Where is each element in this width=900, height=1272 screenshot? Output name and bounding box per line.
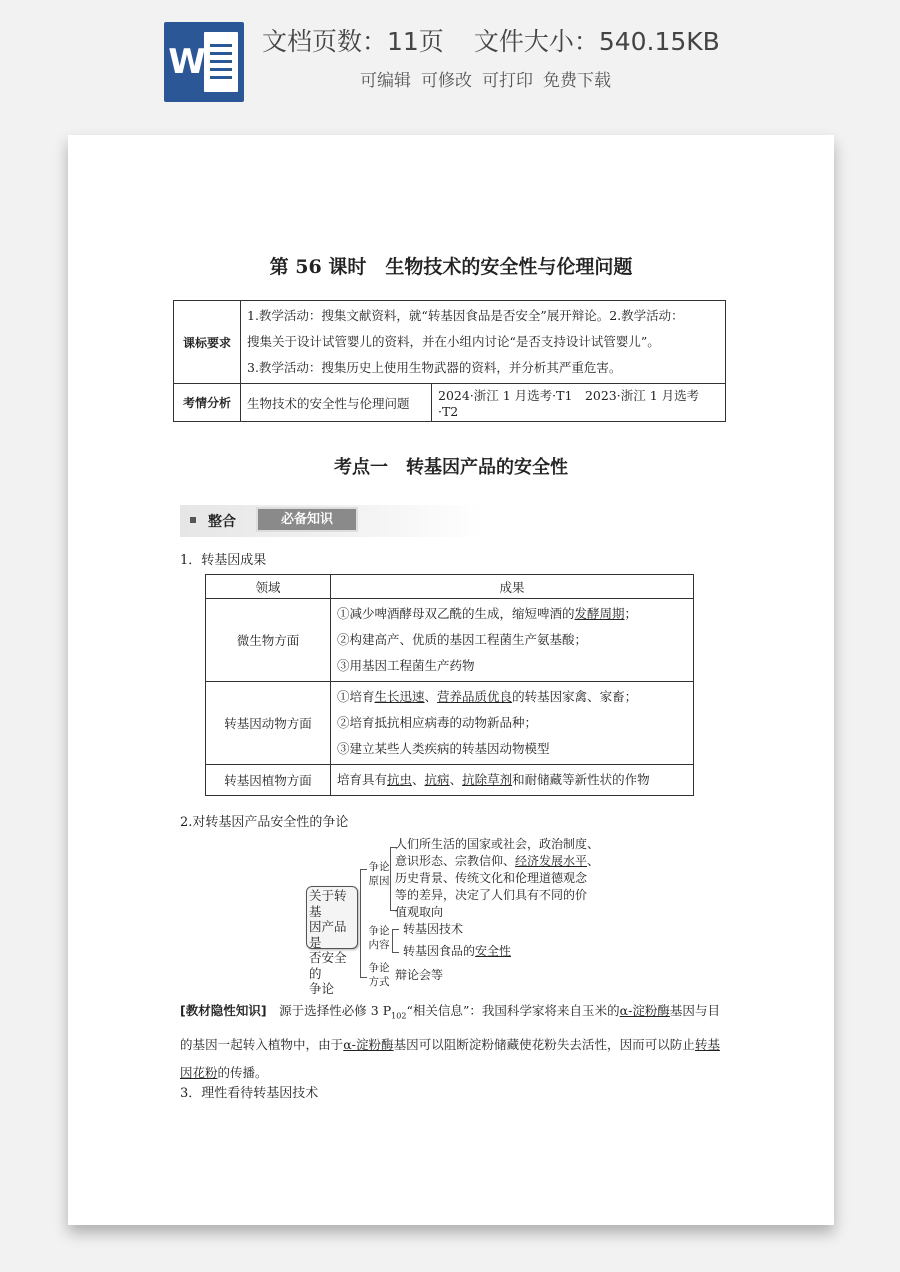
analysis-topic: 生物技术的安全性与伦理问题 bbox=[241, 384, 432, 422]
page-count: 文档页数：11页 bbox=[262, 27, 444, 56]
mindmap-root: 关于转基 因产品是 否安全的 争论 bbox=[306, 886, 358, 949]
branch-reason-text: 人们所生活的国家或社会，政治制度、 意识形态、宗教信仰、经济发展水平、 历史背景、传统文化和伦理道德观念 等的差异，决定了人们具有不同的价 值观取向 bbox=[395, 837, 600, 919]
branch-content-item1: 转基因技术 bbox=[403, 922, 464, 936]
feature-editable: 可编辑 bbox=[360, 71, 411, 91]
textbook-note: [教材隐性知识] 源于选择性必修 3 $P_{102}“$相关信息”：我国科学家将来自玉米的α-淀粉酶基因与目的基因一起转入植物中，由于α-淀粉酶基因可以阻断淀粉储藏使花粉失去活性，因而可以防止转基因花粉的传播。 bbox=[180, 1003, 720, 1080]
req-label: 课标要求 bbox=[174, 301, 241, 384]
branch-method-label: 争论 方式 bbox=[368, 962, 390, 988]
heading-rational-view: 3．理性看待转基因技术 bbox=[180, 1086, 319, 1101]
section-tag bbox=[180, 505, 485, 537]
feature-printable: 可打印 bbox=[482, 71, 533, 91]
download-banner bbox=[0, 0, 900, 115]
table-row: 转基因植物方面 培育具有抗虫、抗病、抗除草剂和耐储藏等新性状的作物 bbox=[206, 765, 694, 796]
gm-results-table bbox=[205, 574, 694, 796]
word-file-icon: W bbox=[164, 22, 244, 102]
section-title: 考点一 转基因产品的安全性 bbox=[334, 457, 568, 478]
col-header-result: 成果 bbox=[331, 575, 694, 599]
square-bullet-icon bbox=[190, 517, 196, 523]
table-row: 微生物方面 ①减少啤酒酵母双乙酰的生成，缩短啤酒的发酵周期； ②构建高产、优质的基因工程菌生产氨基酸； ③用基因工程菌生产药物 bbox=[206, 599, 694, 682]
branch-content-item2: 转基因食品的安全性 bbox=[403, 944, 512, 958]
heading-gm-results: 1．转基因成果 bbox=[180, 553, 267, 568]
file-size: 文件大小：540.15KB bbox=[473, 27, 720, 56]
branch-method-text: 辩论会等 bbox=[395, 968, 444, 982]
analysis-label: 考情分析 bbox=[174, 384, 241, 422]
table-row: 转基因动物方面 ①培育生长迅速、营养品质优良的转基因家禽、家畜； ②培育抵抗相应病毒的动物新品种； ③建立某些人类疾病的转基因动物模型 bbox=[206, 682, 694, 765]
feature-modifiable: 可修改 bbox=[421, 71, 472, 91]
analysis-exam: 2024·浙江 1 月选考·T1 2023·浙江 1 月选考·T2 bbox=[432, 384, 726, 422]
branch-reason-label: 争论 原因 bbox=[368, 861, 390, 887]
branch-content-label: 争论 内容 bbox=[368, 925, 390, 951]
curriculum-table bbox=[173, 300, 726, 422]
lesson-title: 第 56 课时 生物技术的安全性与伦理问题 bbox=[269, 256, 633, 278]
req-content: 1.教学活动：搜集文献资料，就“转基因食品是否安全”展开辩论。2.教学活动： 搜集关于设计试管婴儿的资料，并在小组内讨论“是否支持设计试管婴儿”。 3.教学活动：搜集历史上使用生物武器的资料，并分析其严重危害。 bbox=[241, 301, 726, 384]
tag-sub: 必备知识 bbox=[256, 507, 358, 532]
tag-main: 整合 bbox=[208, 514, 236, 530]
feature-free-download: 免费下载 bbox=[543, 71, 611, 91]
document-page bbox=[68, 135, 834, 1225]
col-header-field: 领域 bbox=[206, 575, 331, 599]
heading-debate: 2.对转基因产品安全性的争论 bbox=[180, 815, 349, 830]
